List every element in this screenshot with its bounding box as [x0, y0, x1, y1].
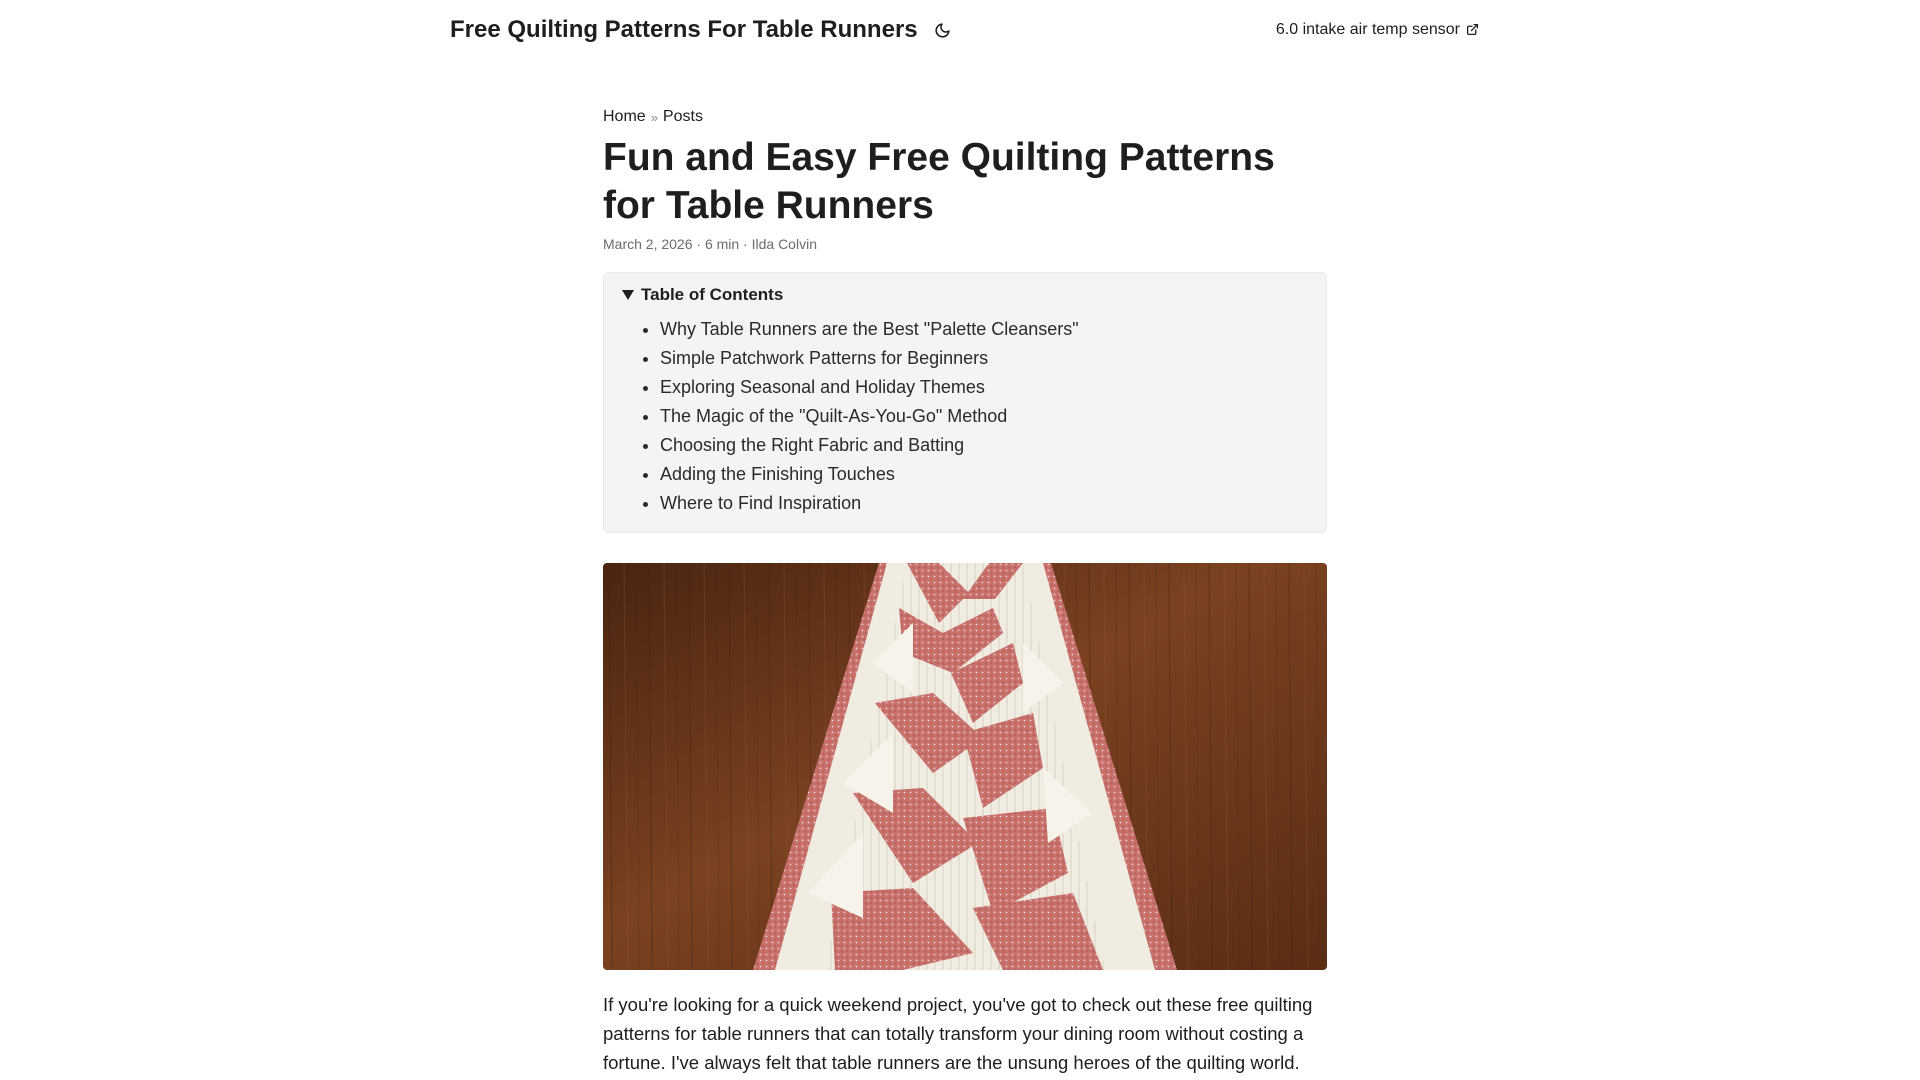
table-of-contents: [603, 272, 1327, 533]
triangle-down-icon: [622, 290, 634, 300]
toc-item: [660, 315, 1308, 344]
toc-link[interactable]: Choosing the Right Fabric and Batting: [660, 435, 965, 455]
toc-link[interactable]: Exploring Seasonal and Holiday Themes: [660, 377, 985, 397]
breadcrumb-home[interactable]: Home: [603, 108, 646, 125]
toc-list: [622, 315, 1308, 518]
toc-link[interactable]: Why Table Runners are the Best "Palette Cleansers": [660, 319, 1079, 339]
brand: [450, 16, 954, 44]
toc-link[interactable]: Where to Find Inspiration: [660, 493, 862, 513]
site-header: [450, 0, 1480, 60]
page-title: Fun and Easy Free Quilting Patterns for Table Runners: [603, 136, 1275, 227]
site-title-link[interactable]: Free Quilting Patterns For Table Runners: [450, 16, 918, 43]
external-link-label: 6.0 intake air temp sensor: [1275, 21, 1460, 38]
intro-paragraph: If you're looking for a quick weekend project, you've got to check out these free quilting patterns for table runners that can totally transform your dining room without costing a fortune. I've always felt that table runners are the unsung heroes of the quilting world.: [603, 994, 1313, 1073]
breadcrumb-posts[interactable]: Posts: [662, 108, 703, 125]
external-link-icon: [1466, 23, 1480, 37]
toc-toggle[interactable]: [622, 285, 1308, 305]
toc-item: [660, 460, 1308, 489]
post-meta: March 2, 2026 · 6 min · Ilda Colvin: [603, 236, 817, 252]
breadcrumb: [603, 108, 1327, 126]
moon-icon[interactable]: [932, 19, 954, 41]
toc-item: [660, 344, 1308, 373]
hero-image: [603, 563, 1327, 970]
toc-item: [660, 489, 1308, 518]
toc-link[interactable]: The Magic of the "Quilt-As-You-Go" Method: [660, 406, 1008, 426]
toc-link[interactable]: Simple Patchwork Patterns for Beginners: [660, 348, 989, 368]
toc-item: [660, 431, 1308, 460]
external-link[interactable]: [1276, 21, 1480, 39]
toc-link[interactable]: Adding the Finishing Touches: [660, 464, 895, 484]
toc-title: Table of Contents: [641, 285, 784, 304]
toc-item: [660, 402, 1308, 431]
breadcrumb-separator: »: [650, 109, 658, 125]
toc-item: [660, 373, 1308, 402]
post-main: [603, 108, 1327, 1077]
